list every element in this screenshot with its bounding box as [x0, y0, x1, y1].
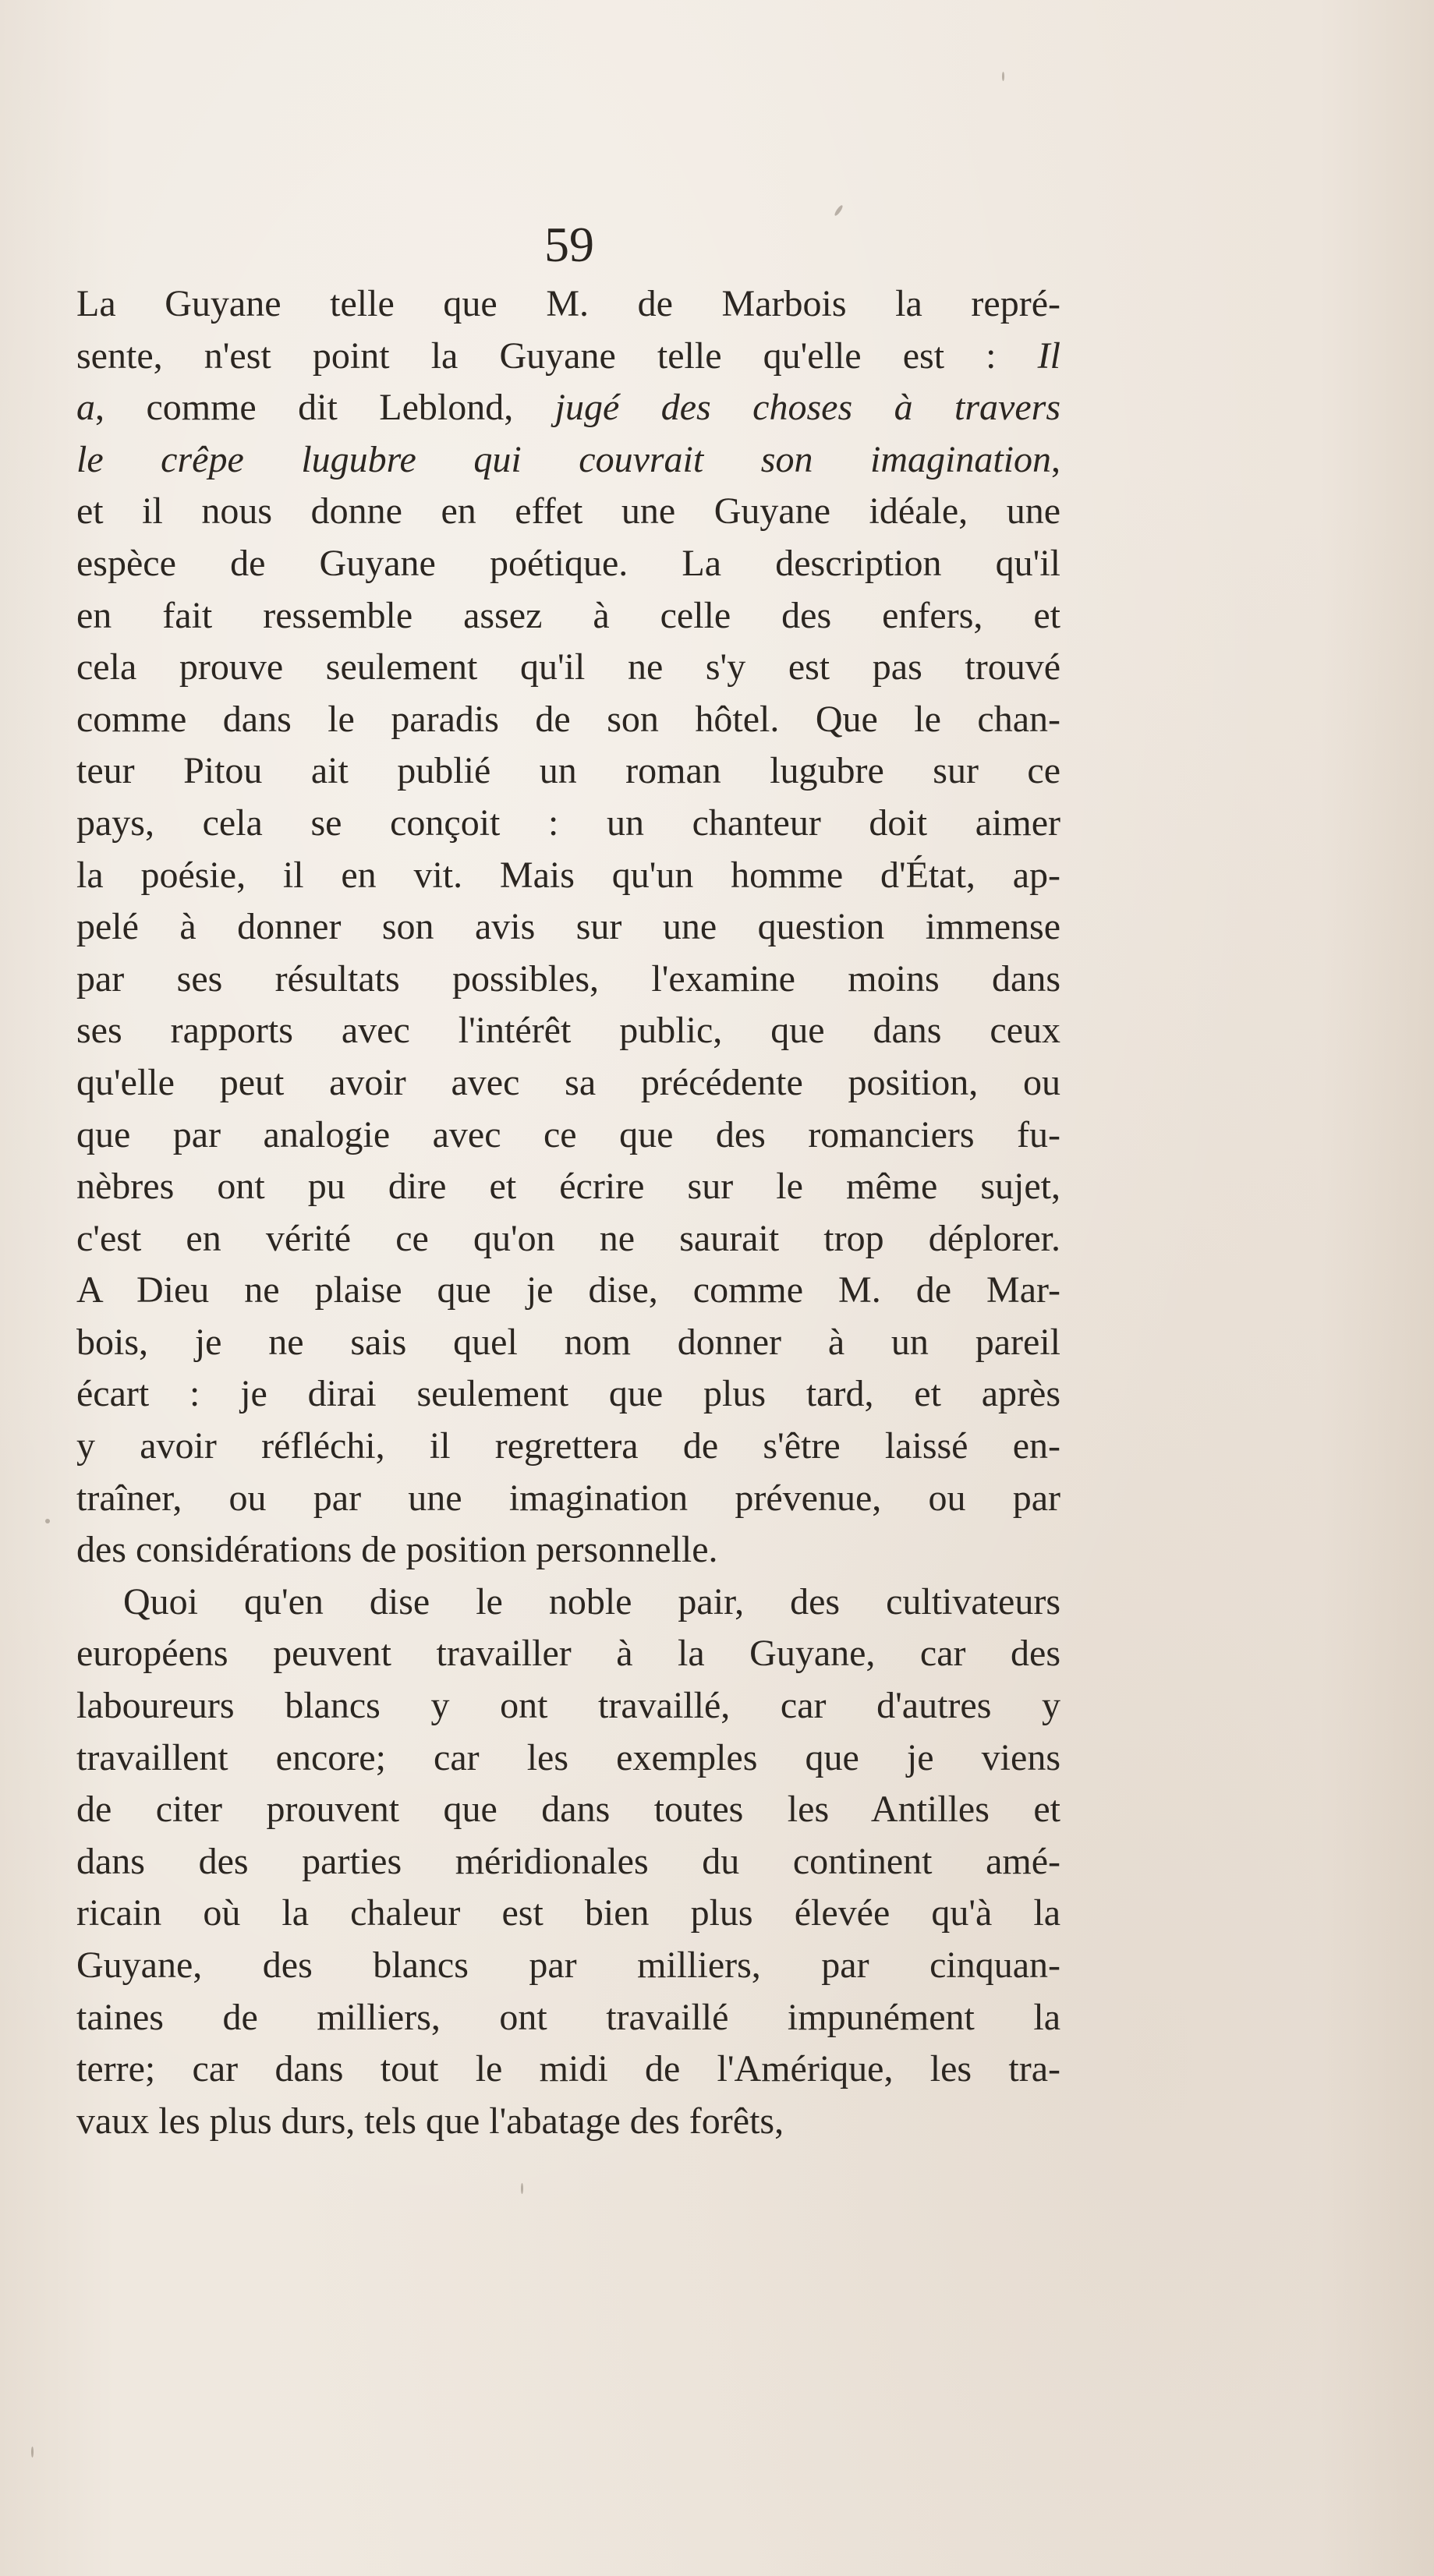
text-line — [76, 954, 1060, 1006]
text-line — [76, 1992, 1060, 2044]
text-run: y avoir réfléchi, il regrettera de s'être laissé en- — [76, 1425, 1060, 1467]
text-run: ricain où la chaleur est bien plus élevée qu'à la — [76, 1892, 1060, 1934]
text-run: laboureurs blancs y ont travaillé, car d'autres y — [76, 1685, 1060, 1727]
text-run: vaux les plus durs, tels que l'abatage des forêts, — [76, 2100, 784, 2142]
text-line — [76, 538, 1060, 590]
text-line — [76, 901, 1060, 954]
text-run: La Guyane telle que M. de Marbois la repré- — [76, 283, 1060, 324]
text-line — [76, 1213, 1060, 1265]
text-line — [76, 486, 1060, 538]
text-run: espèce de Guyane poétique. La description qu'il — [76, 542, 1060, 584]
text-run: pelé à donner son avis sur une question immense — [76, 906, 1060, 948]
text-line — [76, 382, 1060, 434]
text-run: c'est en vérité ce qu'on ne saurait trop déplorer. — [76, 1217, 1060, 1259]
text-run: , comme dit Leblond, — [95, 387, 555, 429]
text-line — [76, 1524, 1060, 1576]
text-run: dans des parties méridionales du continent amé- — [76, 1840, 1060, 1882]
text-run: nèbres ont pu dire et écrire sur le même sujet, — [76, 1166, 1060, 1208]
text-run: et il nous donne en effet une Guyane idéale, une — [76, 490, 1060, 533]
text-line — [76, 1732, 1060, 1785]
paper-speck — [31, 2447, 34, 2457]
text-run: écart : je dirai seulement que plus tard, et après — [76, 1373, 1060, 1415]
italic-text: jugé des choses à travers — [554, 387, 1060, 429]
text-line — [76, 434, 1060, 487]
text-line — [76, 1784, 1060, 1836]
text-line — [76, 2043, 1060, 2096]
text-run: cela prouve seulement qu'il ne s'y est pas trouvé — [76, 646, 1060, 688]
text-line — [76, 1161, 1060, 1213]
text-run: Quoi qu'en dise le noble pair, des cultivateurs — [123, 1580, 1060, 1622]
text-run: taines de milliers, ont travaillé impunément la — [76, 1996, 1060, 2038]
text-run: A Dieu ne plaise que je dise, comme M. de Mar- — [76, 1269, 1060, 1311]
text-run: terre; car dans tout le midi de l'Amérique, les tra- — [76, 2048, 1060, 2090]
text-line — [76, 1473, 1060, 1525]
text-run: par ses résultats possibles, l'examine moins dans — [76, 957, 1060, 1000]
text-run: comme dans le paradis de son hôtel. Que le chan- — [76, 698, 1060, 740]
text-line — [76, 278, 1060, 331]
text-run: qu'elle peut avoir avec sa précédente position, ou — [76, 1061, 1060, 1103]
text-run: teur Pitou ait publié un roman lugubre sur ce — [76, 750, 1060, 792]
text-run: pays, cela se conçoit : un chanteur doit aimer — [76, 801, 1060, 844]
text-run: des considérations de position personnelle. — [76, 1529, 718, 1571]
paper-speck — [834, 204, 844, 217]
italic-text: le crêpe lugubre qui couvrait son imagination — [76, 438, 1051, 480]
text-line — [76, 850, 1060, 902]
text-line — [76, 1265, 1060, 1317]
text-line — [76, 1005, 1060, 1057]
text-run: , — [1051, 438, 1060, 480]
text-line — [76, 1940, 1060, 1992]
italic-text: Il — [1037, 334, 1060, 377]
text-line — [76, 1888, 1060, 1940]
text-line — [76, 1368, 1060, 1421]
text-line — [76, 590, 1060, 642]
text-line — [76, 1628, 1060, 1680]
text-line — [76, 2096, 1060, 2148]
italic-text: a — [76, 387, 95, 429]
text-run: la poésie, il en vit. Mais qu'un homme d'État, ap- — [76, 854, 1060, 896]
text-line — [76, 642, 1060, 694]
text-line — [76, 1576, 1060, 1629]
body-text — [76, 278, 1060, 2147]
text-run: travaillent encore; car les exemples que je viens — [76, 1736, 1060, 1778]
text-line — [76, 798, 1060, 850]
text-line — [76, 1836, 1060, 1888]
paper-speck — [1002, 72, 1004, 81]
text-line — [76, 1109, 1060, 1162]
text-run: en fait ressemble assez à celle des enfers, et — [76, 594, 1060, 636]
text-run: que par analogie avec ce que des romanciers fu- — [76, 1113, 1060, 1155]
text-line — [76, 1317, 1060, 1369]
text-run: bois, je ne sais quel nom donner à un pareil — [76, 1321, 1060, 1363]
text-run: européens peuvent travailler à la Guyane, car des — [76, 1633, 1060, 1675]
text-line — [76, 745, 1060, 798]
text-run: ses rapports avec l'intérêt public, que dans ceux — [76, 1010, 1060, 1052]
text-run: sente, n'est point la Guyane telle qu'elle est : — [76, 334, 1038, 377]
text-line — [76, 1421, 1060, 1473]
text-run: Guyane, des blancs par milliers, par cinquan- — [76, 1944, 1060, 1986]
text-run: traîner, ou par une imagination prévenue, ou par — [76, 1477, 1060, 1519]
page-number: 59 — [544, 217, 594, 272]
text-line — [76, 694, 1060, 746]
text-line — [76, 1680, 1060, 1732]
paper-speck — [45, 1519, 50, 1523]
paper-speck — [521, 2183, 523, 2194]
text-line — [76, 1057, 1060, 1109]
text-line — [76, 331, 1060, 383]
text-run: de citer prouvent que dans toutes les Antilles et — [76, 1789, 1060, 1831]
